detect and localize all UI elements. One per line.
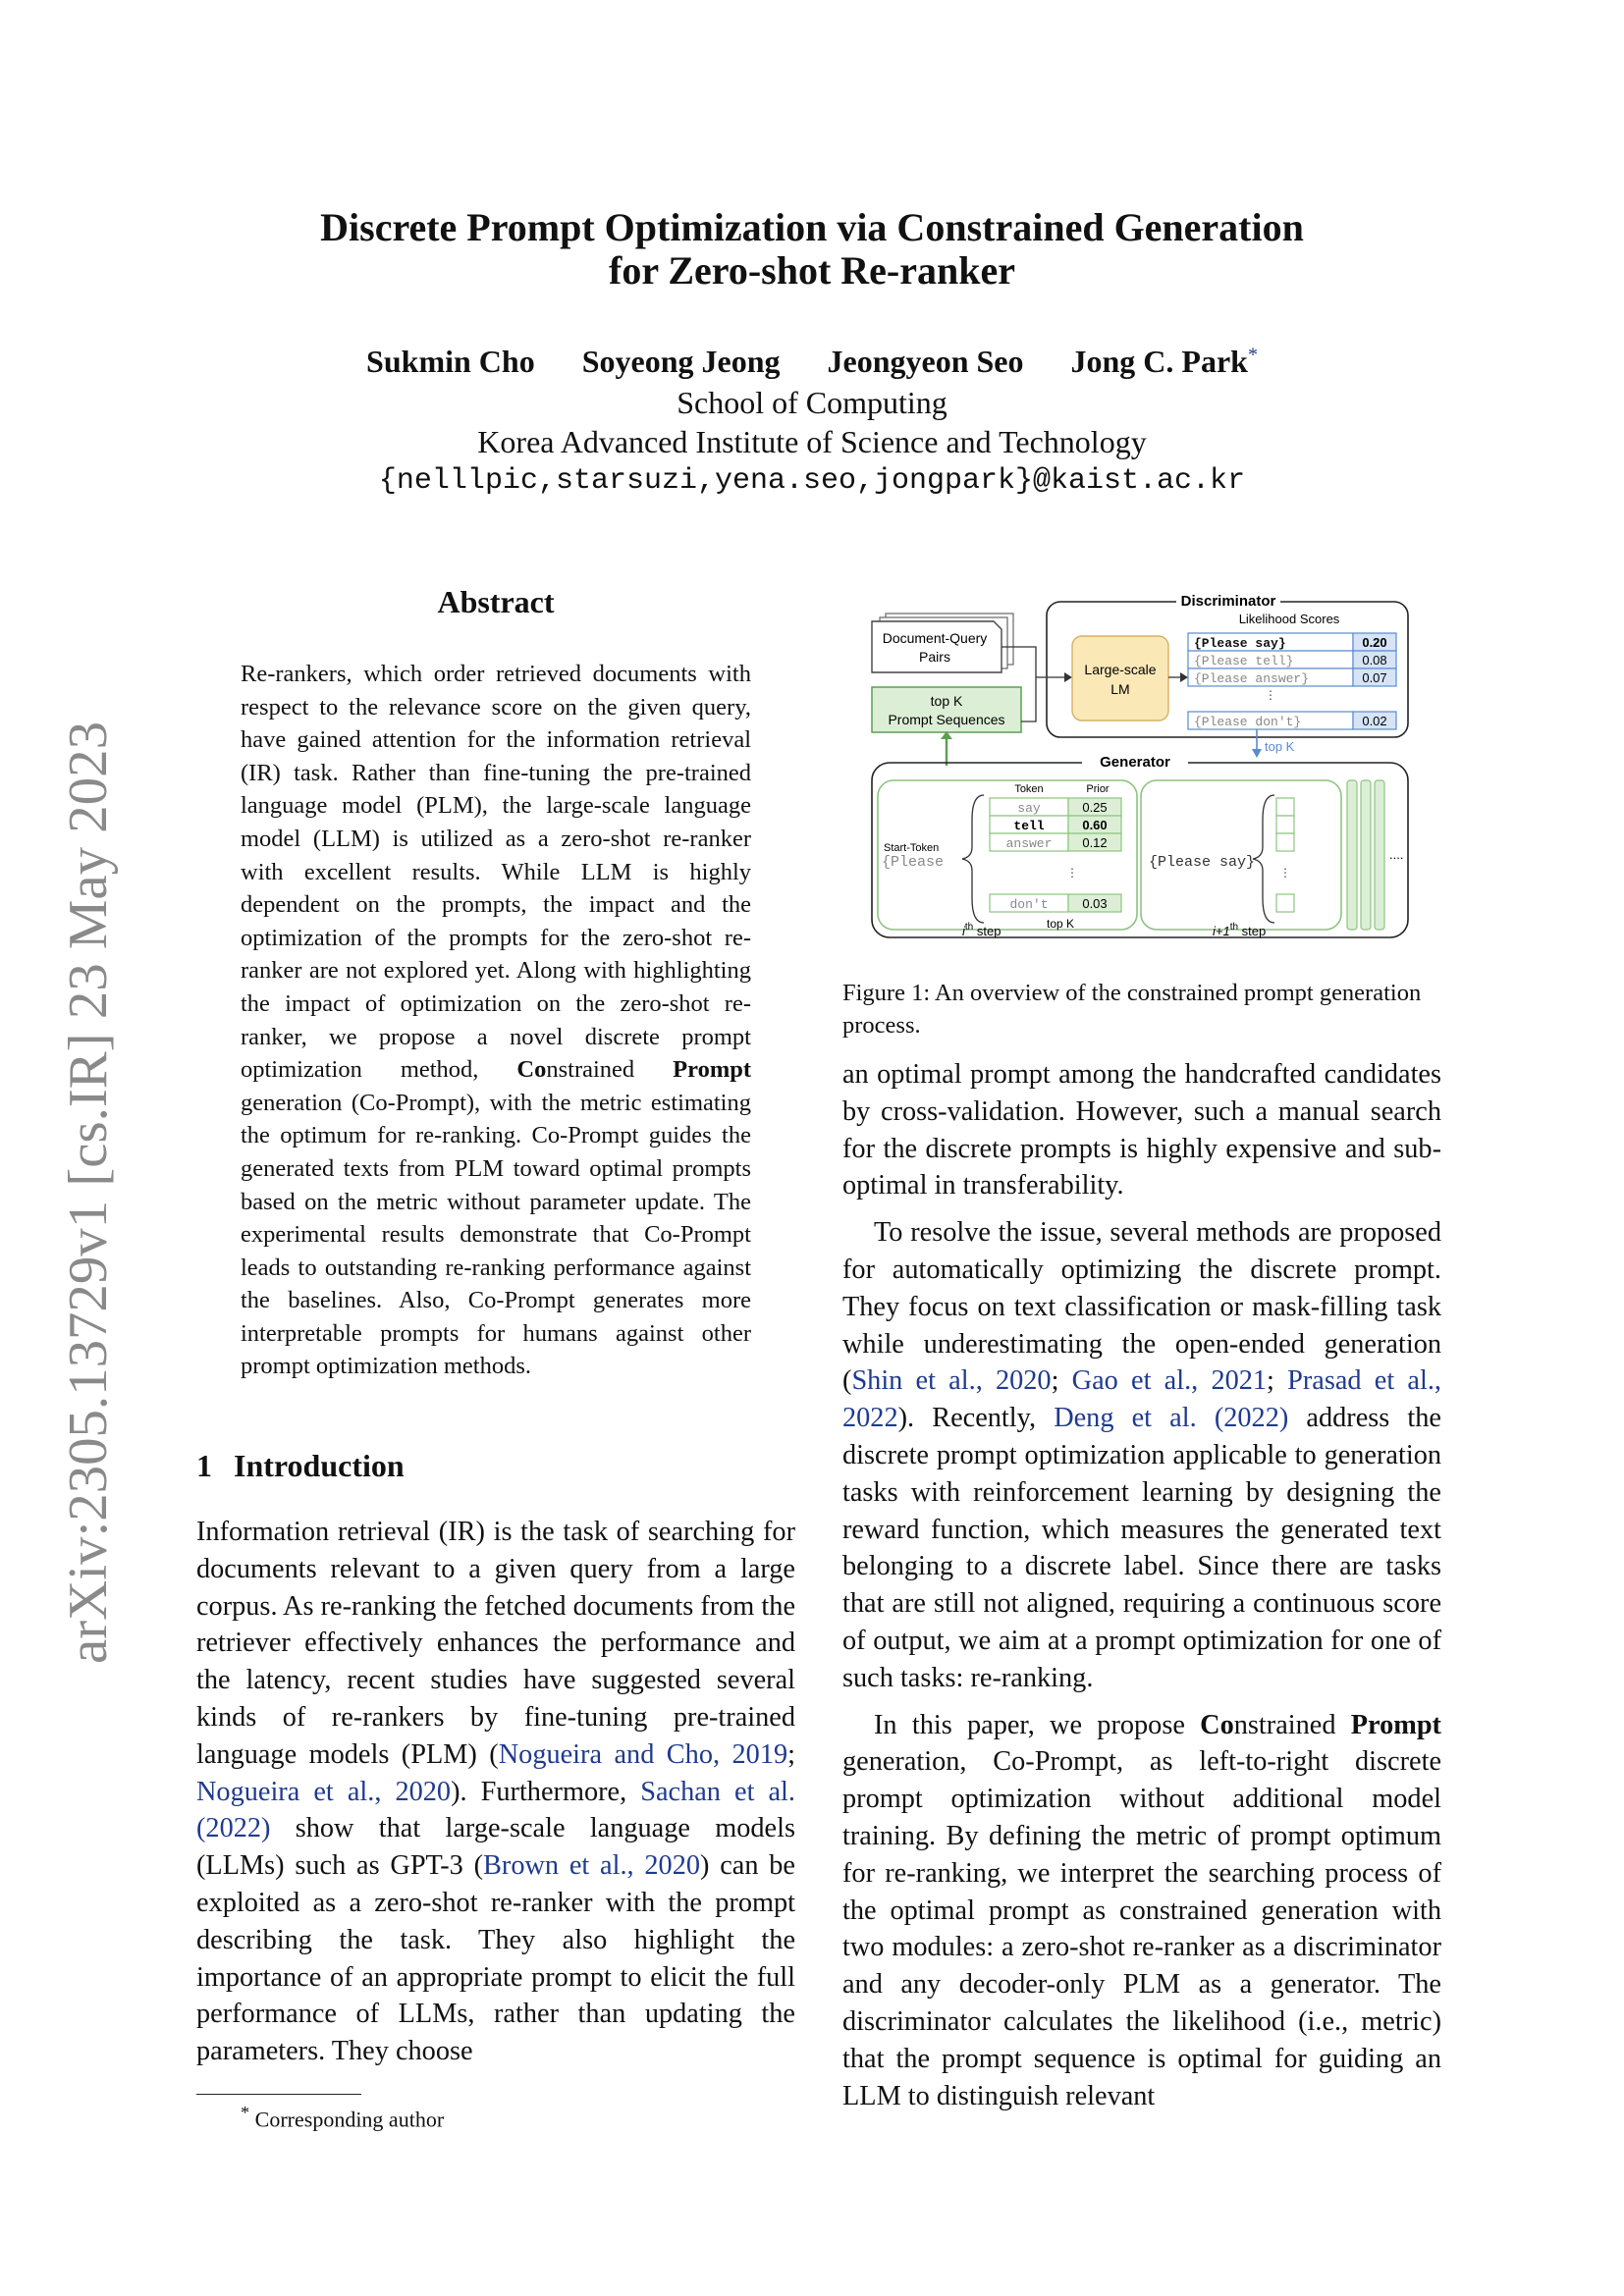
ith-step-word: step: [973, 924, 1001, 938]
cite-gao[interactable]: Gao et al., 2021: [1071, 1365, 1268, 1397]
cite-deng-author: Deng et al.: [1054, 1403, 1197, 1434]
future-step-bars: [1347, 780, 1384, 930]
token-1: say: [1017, 801, 1041, 816]
right-p2-text-c: address the discrete prompt optimization applicable to generation tasks with reinforcement learning by designing the reward function, which measures the generated text belonging to a discrete label. Since there are tasks that are still not aligned, requiring a continuous score of output, we aim at a prompt optimization for one of such tasks: re-ranking.: [842, 1403, 1441, 1693]
token-prior-table: [990, 798, 1121, 912]
right-p2-text-a: To resolve the issue, several methods are proposed for automatically optimizing the discrete prompt. They focus on text classification or mask-filling task while underestimating the open-ended generation (: [842, 1217, 1441, 1397]
llm-label-1: Large-scale: [1084, 662, 1157, 677]
likelihood-scores-table: [1188, 633, 1396, 729]
author-list: [196, 344, 1428, 380]
cite-shin[interactable]: Shin et al., 2020: [851, 1365, 1052, 1397]
cite-deng[interactable]: [1054, 1403, 1288, 1433]
cite-gao-year: 2021: [1211, 1365, 1268, 1397]
generator-frame: [872, 763, 1408, 937]
likelihood-scores-label: Likelihood Scores: [1238, 612, 1340, 626]
section-heading-introduction: [196, 1448, 405, 1484]
score-value-1: 0.20: [1362, 635, 1387, 650]
cite-nogueira-cho-author: Nogueira and Cho: [498, 1738, 713, 1770]
ith-step-th: th: [964, 922, 974, 933]
llm-label-2: LM: [1110, 681, 1130, 697]
intro-text-c: show that large-scale language models (LLMs) such as GPT-3 (: [196, 1813, 795, 1882]
abstract-mid: nstrained: [546, 1056, 674, 1084]
ellipsis-label: ....: [1389, 847, 1404, 862]
cite-shin-author: Shin et al.: [851, 1365, 976, 1397]
author-emails: {nelllpic,starsuzi,yena.seo,jongpark}@kaist.ac.kr: [378, 464, 1246, 498]
top-k-label-2: Prompt Sequences: [888, 712, 1005, 727]
footnote-rule: [196, 2094, 361, 2095]
cite-prasad[interactable]: Prasad et al., 2022: [842, 1365, 1441, 1434]
cite-nogueira-2020-author: Nogueira et al.: [196, 1776, 375, 1807]
author-4-wrap: [1070, 344, 1257, 379]
please-start: {Please: [882, 854, 945, 871]
cite-nogueira-cho[interactable]: Nogueira and Cho, 2019: [498, 1738, 788, 1770]
affiliation-school: School of Computing: [677, 385, 947, 420]
score-prompt-1: {Please say}: [1194, 636, 1286, 651]
cite-nogueira-cho-year: 2019: [731, 1738, 788, 1770]
doc-query-label-1: Document-Query: [882, 630, 988, 646]
document-query-pairs-box: [872, 614, 1013, 672]
prior-3: 0.12: [1082, 835, 1108, 850]
prior-4: 0.03: [1082, 896, 1108, 911]
top-k-prompt-sequences-box: [872, 687, 1021, 732]
right-p3-bold-co: Co: [1200, 1709, 1234, 1740]
right-paragraph-1: an optimal prompt among the handcrafted candidates by cross-validation. However, such a manual search for the discrete prompts is highly expensive and sub-optimal in transferability.: [842, 1059, 1441, 1201]
cite-gao-author: Gao et al.: [1071, 1365, 1192, 1397]
ith-step-label: [962, 922, 1001, 938]
abstract-bold-prompt: Prompt: [673, 1056, 752, 1084]
right-p3-bold-prompt: Prompt: [1350, 1709, 1441, 1740]
author-3: Jeongyeon Seo: [827, 344, 1024, 379]
footnote: [241, 2103, 444, 2132]
score-prompt-3: {Please answer}: [1194, 671, 1310, 686]
intro-text-b: ). Furthermore,: [451, 1776, 641, 1807]
arxiv-sidebar: [20, 707, 118, 1669]
svg-text:⋮: ⋮: [1279, 866, 1291, 880]
cite-sachan-author: Sachan et al.: [640, 1776, 795, 1807]
cite-brown-year: 2020: [644, 1850, 700, 1882]
intro-text-d: ) can be exploited as a zero-shot re-ranker with the prompt describing the task. They also highlight the importance of an appropriate prompt to elicit the full performance of LLMs, rather than updating the parameters. They choose: [196, 1850, 795, 2067]
top-k-arrow-label: top K: [1265, 739, 1295, 754]
abstract-heading: Abstract: [437, 584, 555, 619]
intro-text-a: Information retrieval (IR) is the task of searching for documents relevant to a given query from a large corpus. As re-ranking the fetched documents from the retriever effectively enhances the performance and the latency, recent studies have suggested several kinds of re-rankers by fine-tuning pre-trained language models (PLM) (: [196, 1517, 795, 1770]
abstract-text: [241, 658, 751, 1383]
right-p3-mid: nstrained: [1233, 1709, 1351, 1740]
title-line-2: for Zero-shot Re-ranker: [609, 248, 1015, 293]
abstract-bold-co: Co: [516, 1056, 547, 1084]
generator-label: Generator: [1100, 754, 1170, 771]
top-k-label-1: top K: [930, 693, 963, 709]
author-1: Sukmin Cho: [366, 344, 535, 379]
intro-paragraph-left: [196, 1514, 795, 2070]
abstract-text-after: generation (Co-Prompt), with the metric estimating the optimum for re-ranking. Co-Prompt guides the generated texts from PLM toward optimal prompts based on the metric without parameter update. The experimental results demonstrate that Co-Prompt leads to outstanding re-ranking performance against the baselines. Also, Co-Prompt generates more interpretable prompts for humans against other prompt optimization methods.: [241, 1089, 751, 1380]
corresponding-mark[interactable]: *: [1247, 344, 1258, 366]
right-p3-text-a: In this paper, we propose: [874, 1709, 1201, 1740]
score-prompt-2: {Please tell}: [1194, 654, 1294, 668]
author-2: Soyeong Jeong: [581, 344, 781, 379]
footnote-text: Corresponding author: [249, 2107, 445, 2132]
right-paragraph-2: To resolve the issue, several methods are proposed for automatically optimizing the discrete prompt. They focus on text classification or mask-filling task while underestimating the open-ended generation (Shin et al., 2020; Gao et al., 2021; Prasad et al., 2022). Recently, Deng et al. (2022) address the discrete prompt optimization applicable to generation tasks with reinforcement learning by designing the reward function, which measures the generated text belonging to a discrete label. Since there are tasks that are still not aligned, requiring a continuous score of output, we aim at a prompt optimization for one of such tasks: re-ranking.: [842, 1217, 1441, 1693]
cite-brown-author: Brown et al.: [483, 1850, 627, 1882]
prior-header: Prior: [1086, 783, 1110, 795]
cite-prasad-year: 2022: [842, 1403, 898, 1434]
right-p3-text-b: generation, Co-Prompt, as left-to-right discrete prompt optimization without additional model training. By defining the metric of prompt optimum for re-ranking, we interpret the searching process of the optimal prompt as constrained generation with two modules: a zero-shot re-ranker as a discriminator and any decoder-only PLM as a generator. The discriminator calculates the likelihood (i.e., metric) that the prompt sequence is optimal for guiding an LLM to distinguish relevant: [842, 1746, 1441, 2111]
figure-1: [864, 584, 1414, 947]
cite-shin-year: 2020: [995, 1365, 1052, 1397]
i1-step-i: i+1: [1213, 924, 1230, 938]
ith-step-i: i: [962, 924, 965, 938]
score-value-2: 0.08: [1362, 653, 1387, 667]
prior-2: 0.60: [1082, 818, 1108, 832]
prior-1: 0.25: [1082, 800, 1108, 815]
score-value-4: 0.02: [1362, 714, 1387, 728]
cite-prasad-author: Prasad et al.: [1287, 1365, 1435, 1397]
footnote-mark: *: [241, 2103, 250, 2122]
arxiv-identifier: arXiv:2305.13729v1 [cs.IR] 23 May 2023: [58, 735, 119, 1664]
affiliation-institute: Korea Advanced Institute of Science and Technology: [477, 424, 1147, 459]
section-number: 1: [196, 1448, 212, 1483]
cite-sachan-year: (2022): [196, 1813, 271, 1844]
cite-deng-year: (2022): [1214, 1403, 1289, 1434]
start-token-label: Start-Token: [884, 842, 940, 854]
right-paragraph-3: [842, 1707, 1441, 2115]
section-title: Introduction: [234, 1448, 405, 1483]
title-line-1: Discrete Prompt Optimization via Constrained Generation: [320, 205, 1304, 249]
cite-nogueira-2020-year: 2020: [395, 1776, 452, 1807]
i1-step-word: step: [1238, 924, 1267, 938]
figure-1-caption: Figure 1: An overview of the constrained prompt generation process.: [842, 980, 1422, 1039]
cite-separator: ;: [787, 1738, 795, 1770]
paper-title: [196, 206, 1428, 293]
large-scale-lm-box: [1072, 636, 1168, 721]
doc-query-label-2: Pairs: [919, 649, 950, 665]
author-4: Jong C. Park: [1070, 344, 1248, 379]
cite-nogueira-2020[interactable]: Nogueira et al., 2020: [196, 1776, 452, 1807]
score-value-3: 0.07: [1362, 670, 1387, 685]
svg-text:⋮: ⋮: [1066, 867, 1078, 881]
right-column-text: [842, 1056, 1441, 2114]
abstract-text-before: Re-rankers, which order retrieved documents with respect to the relevance score on the given query, have gained attention for the information retrieval (IR) task. Rather than fine-tuning the pre-trained language model (PLM), the large-scale language model (LLM) is utilized as a zero-shot re-ranker with excellent results. While LLM is highly dependent on the prompts, the impact and the optimization of the prompts for the zero-shot re-ranker are not explored yet. Along with highlighting the impact of optimization on the zero-shot re-ranker, we propose a novel discrete prompt optimization method,: [241, 661, 751, 1084]
discriminator-label: Discriminator: [1180, 593, 1276, 610]
token-header: Token: [1014, 783, 1044, 795]
token-4: don't: [1009, 897, 1049, 912]
right-p2-text-b: ). Recently,: [897, 1403, 1055, 1434]
svg-text:⋮: ⋮: [1265, 689, 1276, 703]
token-3: answer: [1005, 836, 1053, 851]
i1-step-token-slots: [1276, 798, 1294, 912]
i1-step-label: [1213, 922, 1266, 938]
token-2: tell: [1013, 819, 1045, 833]
score-prompt-4: {Please don't}: [1194, 715, 1302, 729]
top-k-bottom-label: top K: [1046, 917, 1075, 931]
i1-step-th: th: [1229, 922, 1239, 933]
cite-brown[interactable]: Brown et al., 2020: [483, 1850, 700, 1882]
please-say-prefix: {Please say}: [1149, 854, 1256, 871]
